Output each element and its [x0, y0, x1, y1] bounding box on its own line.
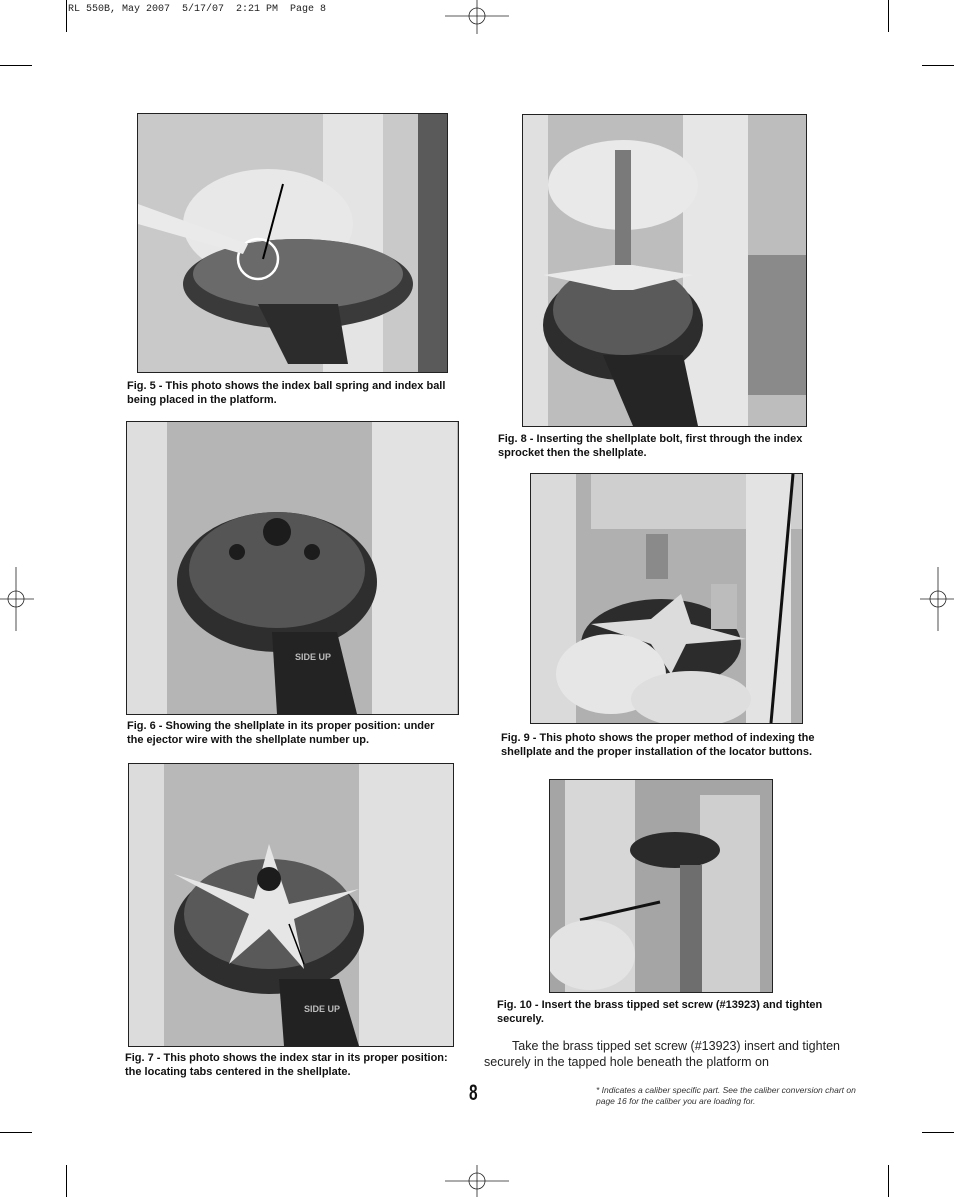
- figure-caption-text: - This photo shows the index star in its proper position: the locating tabs centered in the shellplate.: [125, 1052, 448, 1078]
- crop-mark: [922, 1132, 954, 1133]
- figure-7-photo: [128, 763, 454, 1047]
- registration-mark: [445, 0, 509, 34]
- registration-mark: [0, 567, 34, 631]
- figure-caption-text: - This photo shows the proper method of indexing the shellplate and the proper installation of the locator buttons.: [501, 732, 815, 758]
- footnote: * Indicates a caliber specific part. See the caliber conversion chart on page 16 for the caliber you are loading for.: [596, 1085, 856, 1106]
- crop-mark: [66, 1165, 67, 1197]
- figure-8-photo: [522, 114, 807, 427]
- figure-number: Fig. 9: [501, 732, 530, 744]
- registration-mark: [445, 1165, 509, 1197]
- figure-number: Fig. 5: [127, 380, 156, 392]
- figure-9-photo: [530, 473, 803, 724]
- figure-caption-text: - Inserting the shellplate bolt, first through the index sprocket then the shellplate.: [498, 433, 803, 459]
- crop-mark: [922, 65, 954, 66]
- crop-mark: [888, 0, 889, 32]
- figure-9-caption: [501, 732, 827, 759]
- side-up-stamp: SIDE UP: [295, 652, 332, 662]
- figure-number: Fig. 6: [127, 720, 156, 732]
- figure-7-caption: [125, 1052, 455, 1079]
- figure-caption-text: - Showing the shellplate in its proper position: under the ejector wire with the shellplate number up.: [127, 720, 435, 746]
- crop-mark: [0, 1132, 32, 1133]
- figure-caption-text: - This photo shows the index ball spring and index ball being placed in the platform.: [127, 380, 446, 406]
- crop-mark: [888, 1165, 889, 1197]
- crop-mark: [0, 65, 32, 66]
- figure-caption-text: - Insert the brass tipped set screw (#13923) and tighten securely.: [497, 999, 823, 1025]
- figure-number: Fig. 8: [498, 433, 527, 445]
- figure-6-photo: [126, 421, 459, 715]
- figure-10-caption: [497, 999, 823, 1026]
- crop-mark: [66, 0, 67, 32]
- page-number: 8: [469, 1080, 478, 1105]
- figure-6-caption: [127, 720, 453, 747]
- figure-number: Fig. 7: [125, 1052, 154, 1064]
- print-slug: RL 550B, May 2007 5/17/07 2:21 PM Page 8: [68, 4, 327, 15]
- figure-5-photo: [137, 113, 448, 373]
- figure-5-caption: [127, 380, 453, 407]
- body-paragraph: Take the brass tipped set screw (#13923) insert and tighten securely in the tapped hole beneath the platform on: [484, 1039, 840, 1069]
- side-up-stamp: SIDE UP: [304, 1004, 341, 1014]
- figure-8-caption: [498, 433, 828, 460]
- figure-number: Fig. 10: [497, 999, 532, 1011]
- figure-10-photo: [549, 779, 773, 993]
- registration-mark: [920, 567, 954, 631]
